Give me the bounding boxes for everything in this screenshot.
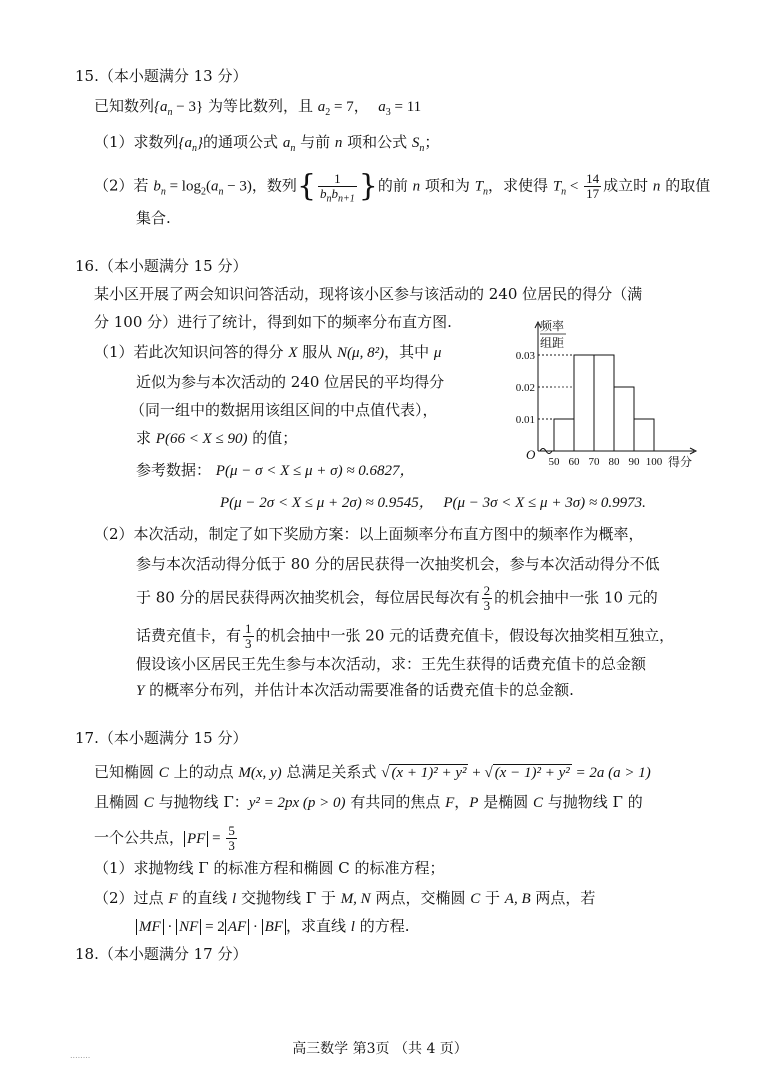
- q15-heading: 15.（本小题满分 13 分）: [75, 67, 248, 85]
- q16-part2-line5: 假设该小区居民王先生参与本次活动，求：王先生获得的话费充值卡的总金额: [136, 655, 647, 673]
- x-axis-label: 得分: [668, 455, 693, 469]
- q16-part1-line3: （同一组中的数据用该组区间的中点值代表），: [130, 401, 438, 419]
- q16-part2-line6: Y 的概率分布列，并估计本次活动需要准备的话费充值卡的总金额.: [136, 681, 574, 699]
- q16-heading: 16.（本小题满分 15 分）: [75, 257, 248, 275]
- x-tick-label: 60: [568, 456, 580, 468]
- frequency-histogram: [515, 318, 700, 470]
- q17-part1: （1）求抛物线 Γ 的标准方程和椭圆 C 的标准方程；: [94, 859, 445, 877]
- x-tick-label: 90: [628, 456, 640, 468]
- q16-part2-line1: （2）本次活动，制定了如下奖励方案：以上面频率分布直方图中的频率作为概率，: [94, 525, 644, 543]
- q17-heading: 17.（本小题满分 15 分）: [75, 729, 248, 747]
- q16-part2-line3: 于 80 分的居民获得两次抽奖机会，每位居民每次有 $\frac{2}{3}$ 的机会抽中一张 10 元的: [136, 583, 658, 613]
- q15-part2: （2）若 $b_n = \log_2(a_n - 3)$，数列{ $\frac{1}{b_nb_{n+1}}$ }的前 n 项和为 $T_n$，求使得 $T_n$ < $\frac{14}{17}$ 成立时 n 的取值: [94, 168, 711, 205]
- q16-intro-line2: 分 100 分）进行了统计，得到如下的频率分布直方图.: [94, 313, 452, 331]
- origin-label: O: [526, 447, 536, 462]
- histogram-bar-80-90: [614, 387, 634, 451]
- q16-part2-line4: 话费充值卡，有 $\frac{1}{3}$ 的机会抽中一张 20 元的话费充值卡，假设每次抽奖相互独立，: [136, 621, 675, 651]
- q16-part1-line1: （1）若此次知识问答的得分 X 服从 N(μ, 8²)，其中 μ: [94, 343, 442, 361]
- q15-statement: 已知数列$\{a_n - 3\}$ 为等比数列，且 $a_2 = 7$， $a_3 = 11$: [94, 97, 422, 118]
- q17-statement-line3: 一个公共点， PF = $\frac{5}{3}$: [94, 823, 235, 853]
- q17-part2-line1: （2）过点 F 的直线 l 交抛物线 Γ 于 M, N 两点，交椭圆 C 于 A, B 两点，若: [94, 889, 596, 907]
- q17-statement-line1: 已知椭圆 C 上的动点 M(x, y) 总满足关系式 √ (x + 1)² + y² + √ (x − 1)² + y² = 2a (a > 1): [94, 763, 651, 781]
- histogram-bar-90-100: [634, 419, 654, 451]
- page-footer: 高三数学 第3页 （共 4 页）: [292, 1041, 468, 1057]
- corner-mark: ........: [70, 1051, 91, 1060]
- q16-intro-line1: 某小区开展了两会知识问答活动，现将该小区参与该活动的 240 位居民的得分（满: [94, 285, 643, 303]
- x-tick-label: 50: [548, 456, 560, 468]
- q16-part2-line2: 参与本次活动得分低于 80 分的居民获得一次抽奖机会，参与本次活动得分不低: [136, 555, 660, 573]
- y-tick-label: 0.02: [515, 382, 535, 394]
- q16-reference-line1: 参考数据： P(μ − σ < X ≤ μ + σ) ≈ 0.6827，: [136, 461, 415, 479]
- q16-reference-line2: P(μ − 2σ < X ≤ μ + 2σ) ≈ 0.9545， P(μ − 3σ < X ≤ μ + 3σ) ≈ 0.9973.: [220, 495, 646, 511]
- q15-part2-cont: 集合.: [136, 209, 171, 227]
- y-axis-label-top: 频率: [540, 319, 565, 333]
- q16-part1-line2: 近似为参与本次活动的 240 位居民的平均得分: [136, 373, 445, 391]
- x-tick-label: 80: [608, 456, 620, 468]
- x-tick-label: 70: [588, 456, 600, 468]
- x-tick-label: 100: [645, 456, 663, 468]
- y-tick-label: 0.03: [515, 350, 535, 362]
- histogram-bar-50-60: [554, 419, 574, 451]
- q16-part1-line4: 求 P(66 < X ≤ 90) 的值；: [136, 429, 298, 447]
- q18-heading: 18.（本小题满分 17 分）: [75, 945, 248, 963]
- y-axis-label-bottom: 组距: [540, 336, 565, 350]
- y-tick-label: 0.01: [515, 414, 535, 426]
- q15-part1: （1）求数列$\{a_n\}$的通项公式 $a_n$ 与前 n 项和公式 $S_n$；: [94, 133, 440, 154]
- q17-statement-line2: 且椭圆 C 与抛物线 Γ：y² = 2px (p > 0) 有共同的焦点 F，P 是椭圆 C 与抛物线 Γ 的: [94, 793, 643, 811]
- histogram-bar-70-80: [594, 355, 614, 451]
- histogram-bar-60-70: [574, 355, 594, 451]
- q17-part2-line2: MF · NF = 2 AF · BF ，求直线 l 的方程.: [136, 916, 409, 937]
